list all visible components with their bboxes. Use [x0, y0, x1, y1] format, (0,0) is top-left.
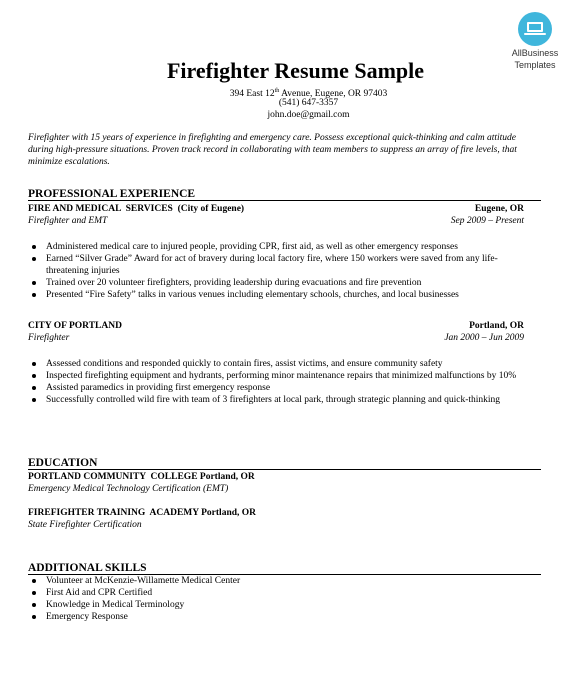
list-item: Inspected firefighting equipment and hydrants, performing minor maintenance repairs that minimized malfunctions by 10% — [28, 370, 538, 382]
address-ordinal: th — [274, 88, 280, 94]
job-2-employer: CITY OF PORTLAND — [28, 321, 122, 331]
summary: Firefighter with 15 years of experience in firefighting and emergency care. Possess exceptional quick-thinking and calm attitude during high-pressure situations. Proven track record in collaborating with team members to suppress an array of fire levels, that minimize escalations. — [28, 133, 517, 167]
logo-text-line2: Templates — [514, 60, 556, 70]
education-detail-2: State Firefighter Certification — [28, 520, 142, 530]
email[interactable]: john.doe@gmail.com — [267, 110, 350, 120]
education-rule — [28, 469, 541, 470]
job-1-dates: Sep 2009 – Present — [450, 216, 524, 226]
job-2-bullets — [28, 358, 538, 406]
job-2-dates: Jan 2000 – Jun 2009 — [444, 333, 524, 343]
job-1-bullets — [28, 241, 538, 301]
phone: (541) 647-3357 — [278, 98, 339, 108]
education-heading: EDUCATION — [28, 457, 98, 469]
education-school-1: PORTLAND COMMUNITY COLLEGE Portland, OR — [28, 472, 255, 482]
skills-heading: ADDITIONAL SKILLS — [28, 562, 147, 574]
list-item: Assisted paramedics in providing first emergency response — [28, 382, 538, 394]
education-school-2: FIREFIGHTER TRAINING ACADEMY Portland, OR — [28, 508, 257, 518]
education-detail-1: Emergency Medical Technology Certification (EMT) — [28, 484, 229, 494]
list-item: Earned “Silver Grade” Award for act of bravery during local factory fire, where 150 workers were saved from any life-threatening injuries — [28, 253, 538, 277]
job-2-location: Portland, OR — [469, 321, 524, 331]
job-1-role: Firefighter and EMT — [28, 216, 108, 226]
experience-rule — [28, 200, 541, 201]
list-item: Volunteer at McKenzie-Willamette Medical Center — [28, 575, 538, 587]
resume-title: Firefighter Resume Sample — [166, 58, 425, 83]
list-item: Trained over 20 volunteer firefighters, providing leadership during evacuations and fire prevention — [28, 277, 538, 289]
logo-text-line1: AllBusiness — [511, 48, 559, 58]
experience-heading: PROFESSIONAL EXPERIENCE — [28, 188, 196, 200]
list-item: Presented “Fire Safety” talks in various venues including elementary schools, churches, and local businesses — [28, 289, 538, 301]
list-item: Knowledge in Medical Terminology — [28, 599, 538, 611]
laptop-icon — [523, 20, 547, 38]
list-item: Administered medical care to injured people, providing CPR, first aid, as well as other emergency responses — [28, 241, 538, 253]
job-1-location: Eugene, OR — [474, 204, 524, 214]
skills-list — [28, 575, 538, 623]
address-end: Avenue, Eugene, OR 97403 — [279, 89, 388, 100]
job-1-employer: FIRE AND MEDICAL SERVICES (City of Eugene) — [28, 204, 245, 214]
list-item: Assessed conditions and responded quickly to contain fires, assist victims, and ensure community safety — [28, 358, 538, 370]
job-2-role: Firefighter — [28, 333, 70, 343]
address-start: 394 East 12 — [229, 89, 275, 100]
logo-circle — [518, 12, 552, 46]
list-item: Emergency Response — [28, 611, 538, 623]
list-item: Successfully controlled wild fire with team of 3 firefighters at local park, through strategic planning and quick-thinking — [28, 394, 538, 406]
list-item: First Aid and CPR Certified — [28, 587, 538, 599]
